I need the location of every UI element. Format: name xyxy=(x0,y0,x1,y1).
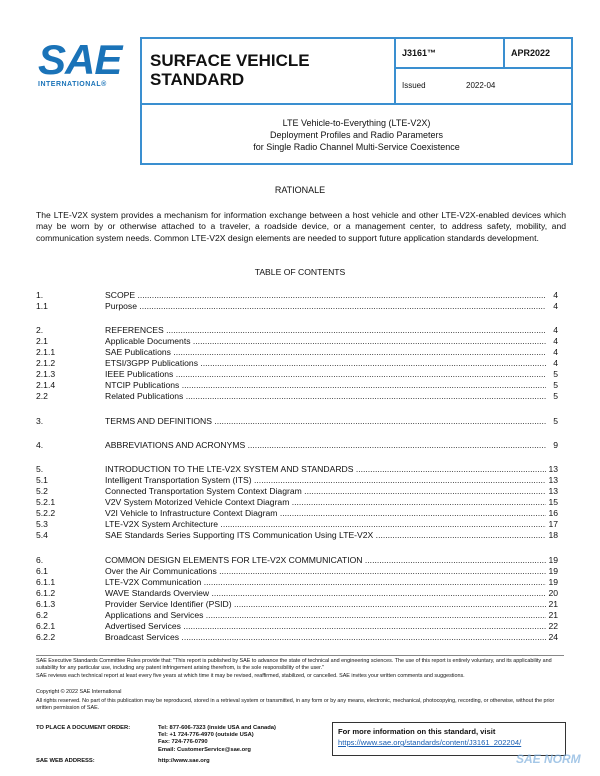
rights-notice: All rights reserved. No part of this publication may be reproduced, stored in a retrieval system or transmitted, in any form or by any means, electronic, mechanical, photocopying, recording, or otherwise, without the prior written permission of SAE. xyxy=(36,698,555,711)
order-contacts xyxy=(158,725,276,754)
info-box xyxy=(332,722,566,756)
toc-entry[interactable] xyxy=(36,358,558,369)
order-email: Email: CustomerService@sae.org xyxy=(158,746,251,753)
toc-entry-title: NTCIP Publications ..... xyxy=(105,380,546,391)
toc-entry-page: 4 xyxy=(553,358,558,368)
subtitle-line2: Deployment Profiles and Radio Parameters xyxy=(269,130,444,140)
toc-entry-title: SCOPE ..... xyxy=(105,290,546,301)
toc-entry-page: 5 xyxy=(553,380,558,390)
info-title: For more information on this standard, visit xyxy=(338,727,496,736)
toc-entry-page: 5 xyxy=(553,416,558,426)
toc-entry-number: 5.2.1 xyxy=(36,497,56,507)
rationale-heading: RATIONALE xyxy=(274,185,326,195)
document-type-line2: STANDARD xyxy=(150,70,245,89)
toc-entry-page: 4 xyxy=(553,301,558,311)
toc-entry-page: 4 xyxy=(553,325,558,335)
toc-entry-title: IEEE Publications ..... xyxy=(105,369,546,380)
toc-entry[interactable] xyxy=(36,632,558,643)
toc-entry-number: 5.4 xyxy=(36,530,48,540)
toc-entry-number: 6.2 xyxy=(36,610,48,620)
toc-entry-number: 6.1.2 xyxy=(36,588,56,598)
standard-link[interactable]: https://www.sae.org/standards/content/J3161_202204/ xyxy=(338,738,522,747)
toc-entry-number: 6.1 xyxy=(36,566,48,576)
toc-entry-number: 5.2 xyxy=(36,486,48,496)
toc-entry[interactable] xyxy=(36,621,558,632)
toc-entry-number: 6.1.3 xyxy=(36,599,56,609)
order-label: TO PLACE A DOCUMENT ORDER: xyxy=(36,725,131,731)
toc-entry[interactable] xyxy=(36,391,558,402)
issued-date: 2022-04 xyxy=(466,81,496,90)
toc-entry[interactable] xyxy=(36,464,558,475)
toc-entry-title: Applications and Services ..... xyxy=(105,610,546,621)
toc-entry-title: Over the Air Communications ..... xyxy=(105,566,546,577)
toc-entry-title: Intelligent Transportation System (ITS) ..... xyxy=(105,475,546,486)
toc-entry-title: SAE Standards Series Supporting ITS Communication Using LTE-V2X ..... xyxy=(105,530,546,541)
footer-divider xyxy=(36,655,564,656)
toc-entry[interactable] xyxy=(36,290,558,301)
toc-entry-number: 2.1.3 xyxy=(36,369,56,379)
toc-heading: TABLE OF CONTENTS xyxy=(254,267,346,277)
toc-entry[interactable] xyxy=(36,588,558,599)
order-fax: Fax: 724-776-0790 xyxy=(158,739,208,746)
toc-entry-page: 4 xyxy=(553,290,558,300)
toc-entry-number: 4. xyxy=(36,440,44,450)
toc-entry-title: Related Publications ..... xyxy=(105,391,546,402)
toc-entry[interactable] xyxy=(36,369,558,380)
toc-entry-title: ETSI/3GPP Publications ..... xyxy=(105,358,546,369)
order-phone-intl: Tel: +1 724-776-4970 (outside USA) xyxy=(158,732,254,739)
toc-entry-title: Advertised Services ..... xyxy=(105,621,546,632)
toc-entry-number: 6.1.1 xyxy=(36,577,56,587)
toc-entry[interactable] xyxy=(36,336,558,347)
review-notice: SAE reviews each technical report at least every five years at which time it may be revised, reaffirmed, stabilized, or cancelled. SAE invites your written comments and suggestions. xyxy=(36,673,465,679)
toc-entry-page: 13 xyxy=(548,475,558,485)
toc-entry[interactable] xyxy=(36,416,558,427)
toc-entry-number: 5. xyxy=(36,464,44,474)
toc-entry-page: 24 xyxy=(548,632,558,642)
toc-entry-title: Purpose ..... xyxy=(105,301,546,312)
logo-subtitle: INTERNATIONAL® xyxy=(38,81,107,88)
toc-entry[interactable] xyxy=(36,577,558,588)
committee-rules: SAE Executive Standards Committee Rules provide that: "This report is published by SAE to advance the state of technical and engineering sciences. The use of this report is entirely voluntary, and its applicability and suitability for any particular use, including any patent infringement arising therefrom, is the sole responsibility of the user." xyxy=(36,658,552,671)
toc-entry-number: 2.1.4 xyxy=(36,380,56,390)
toc-entry-page: 19 xyxy=(548,566,558,576)
toc-entry-title: TERMS AND DEFINITIONS ..... xyxy=(105,416,546,427)
issued-info xyxy=(396,69,571,103)
toc-entry-page: 22 xyxy=(548,621,558,631)
toc-entry[interactable] xyxy=(36,301,558,312)
toc-entry-page: 19 xyxy=(548,555,558,565)
copyright: Copyright © 2022 SAE International xyxy=(36,689,122,695)
toc-entry[interactable] xyxy=(36,475,558,486)
toc-entry-title: REFERENCES ..... xyxy=(105,325,546,336)
toc-entry-title: LTE-V2X Communication ..... xyxy=(105,577,546,588)
order-phone-us: Tel: 877-606-7323 (inside USA and Canada) xyxy=(158,725,276,731)
toc-entry[interactable] xyxy=(36,555,558,566)
document-number: J3161™ xyxy=(396,39,505,69)
toc-entry-page: 5 xyxy=(553,369,558,379)
toc-entry-page: 20 xyxy=(548,588,558,598)
toc-entry[interactable] xyxy=(36,530,558,541)
toc-entry-page: 13 xyxy=(548,486,558,496)
toc-entry-number: 3. xyxy=(36,416,44,426)
toc-entry[interactable] xyxy=(36,610,558,621)
toc-entry-title: ABBREVIATIONS AND ACRONYMS ..... xyxy=(105,440,546,451)
toc-entry-title: V2V System Motorized Vehicle Context Diagram ..... xyxy=(105,497,546,508)
rationale-text: The LTE-V2X system provides a mechanism for information exchange between a host vehicle and other LTE-V2X-enabled devices which may be worn by or otherwise attached to a traveler, a roadside device, or a management center, to address safety, mobility, and communication system needs. Common LTE-V2X design elements are needed to support future application standards development. xyxy=(36,210,566,243)
toc-entry-title: Applicable Documents ..... xyxy=(105,336,546,347)
web-address[interactable]: http://www.sae.org xyxy=(158,758,210,764)
toc-entry-page: 4 xyxy=(553,336,558,346)
toc-entry-title: Broadcast Services ..... xyxy=(105,632,546,643)
document-subtitle xyxy=(142,103,571,163)
web-label: SAE WEB ADDRESS: xyxy=(36,758,95,764)
toc-entry[interactable] xyxy=(36,440,558,451)
toc-entry[interactable] xyxy=(36,566,558,577)
toc-entry[interactable] xyxy=(36,519,558,530)
document-type-line1: SURFACE VEHICLE xyxy=(150,51,310,70)
toc-entry[interactable] xyxy=(36,497,558,508)
toc-entry-title: Provider Service Identifier (PSID) ..... xyxy=(105,599,546,610)
issued-label: Issued xyxy=(402,81,426,90)
toc-entry-number: 6.2.1 xyxy=(36,621,56,631)
toc-entry-page: 18 xyxy=(548,530,558,540)
toc-entry-title: COMMON DESIGN ELEMENTS FOR LTE-V2X COMMUNICATION ..... xyxy=(105,555,546,566)
toc-entry-number: 5.2.2 xyxy=(36,508,56,518)
toc-entry[interactable] xyxy=(36,599,558,610)
toc-entry-title: V2I Vehicle to Infrastructure Context Diagram ..... xyxy=(105,508,546,519)
toc-entry-page: 21 xyxy=(548,610,558,620)
document-type xyxy=(142,39,396,103)
toc-entry-page: 13 xyxy=(548,464,558,474)
document-header xyxy=(140,37,573,165)
toc-entry-page: 16 xyxy=(548,508,558,518)
sae-logo xyxy=(38,36,124,88)
toc-entry-page: 17 xyxy=(548,519,558,529)
subtitle-line3: for Single Radio Channel Multi-Service Coexistence xyxy=(253,142,460,152)
toc-entry[interactable] xyxy=(36,380,558,391)
toc-entry-page: 21 xyxy=(548,599,558,609)
toc-entry-title: WAVE Standards Overview ..... xyxy=(105,588,546,599)
logo-mark: SAE xyxy=(38,36,122,83)
toc-entry-title: INTRODUCTION TO THE LTE-V2X SYSTEM AND STANDARDS ..... xyxy=(105,464,546,475)
toc-entry-page: 5 xyxy=(553,391,558,401)
toc-entry-title: Connected Transportation System Context Diagram ..... xyxy=(105,486,546,497)
toc-entry-title: SAE Publications ..... xyxy=(105,347,546,358)
toc-entry-page: 4 xyxy=(553,347,558,357)
toc-entry-title: LTE-V2X System Architecture ..... xyxy=(105,519,546,530)
toc-entry[interactable] xyxy=(36,508,558,519)
toc-entry-number: 1. xyxy=(36,290,44,300)
toc-entry-number: 2.1.1 xyxy=(36,347,56,357)
watermark-logo: SAE NORM xyxy=(516,752,581,766)
subtitle-line1: LTE Vehicle-to-Everything (LTE-V2X) xyxy=(282,118,431,128)
toc-entry-page: 19 xyxy=(548,577,558,587)
toc-entry-number: 5.1 xyxy=(36,475,48,485)
toc-entry[interactable] xyxy=(36,347,558,358)
toc-entry[interactable] xyxy=(36,486,558,497)
toc-entry-number: 2.1 xyxy=(36,336,48,346)
toc-entry[interactable] xyxy=(36,325,558,336)
toc-entry-number: 1.1 xyxy=(36,301,48,311)
toc-entry-number: 5.3 xyxy=(36,519,48,529)
toc-entry-number: 2.1.2 xyxy=(36,358,56,368)
toc-entry-number: 2.2 xyxy=(36,391,48,401)
toc-entry-page: 15 xyxy=(548,497,558,507)
toc-entry-number: 6.2.2 xyxy=(36,632,56,642)
toc-entry-number: 6. xyxy=(36,555,44,565)
document-date: APR2022 xyxy=(505,39,571,69)
toc-entry-page: 9 xyxy=(553,440,558,450)
toc-entry-number: 2. xyxy=(36,325,44,335)
